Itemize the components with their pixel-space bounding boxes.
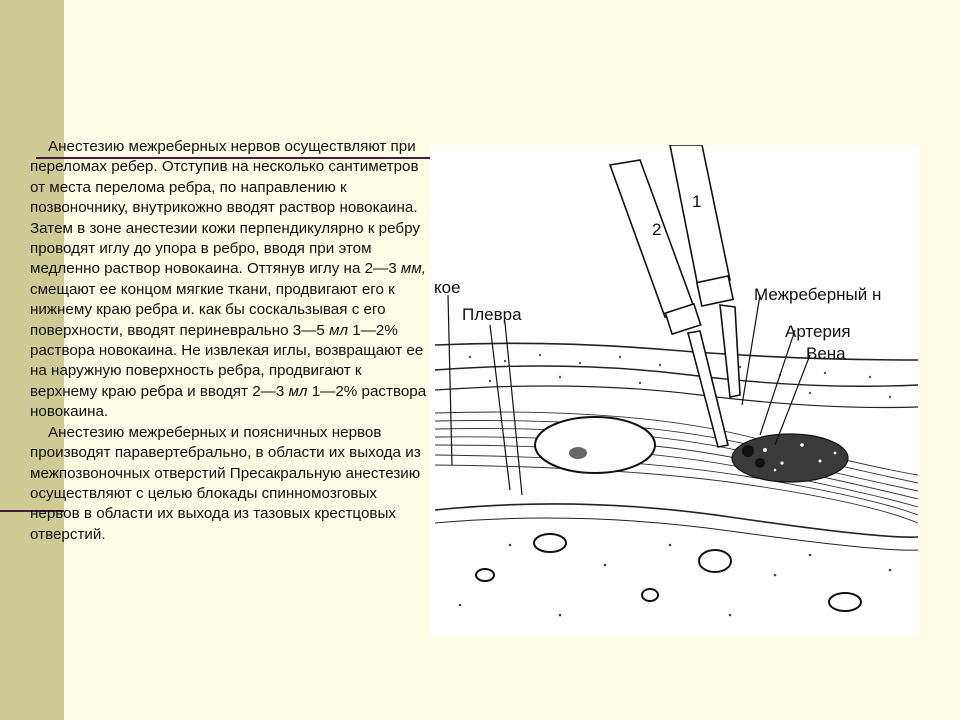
artery-label: Артерия [785,322,851,341]
needle-1-label: 1 [692,192,702,211]
paragraph-text-run: 1—2% раствора новокаина. Не извлекая иглы, возвращают ее на наружную поверхность ребра, продвигают к верхнему краю ребра и вводят 2—3 [30,321,424,400]
skin-label-partial: кое [434,278,461,297]
paragraph-paravertebral-anesthesia: Анестезию межреберных и поясничных нервов производят паравертебрально, в области их выхода из межпозвоночных отверстий Пресакральную анестезию осуществляют с целью блокады спинномозговых нервов в области их выхода из тазовых крестцовых отверстий. [30,423,421,543]
needle-2-label: 2 [652,220,662,239]
intercostal-nerve-label: Межреберный н [754,285,882,304]
italic-unit-text: мл [329,321,349,339]
paragraph-text-run: 1—2% раствора новокаина. [30,382,427,421]
vein-label: Вена [806,344,846,363]
italic-unit-text: мл [288,382,308,400]
italic-unit-text: мм, [400,260,426,278]
paragraph-text-run: Анестезию межреберных нервов осуществляют при переломах ребер. Отступив на несколько сантиметров от места перелома ребра, по направлению к позвоночнику, внутрикожно вводят раствор новокаина. Затем в зоне анестезии кожи перпендикулярно к ребру проводят иглу до упора в ребро, вводя при этом медленно раствор новокаина. Оттянув иглу на 2—3 [30,138,420,278]
slide-body-text [30,137,430,545]
pleura-label: Плевра [462,305,522,324]
intercostal-block-diagram [430,145,918,636]
anatomical-illustration [430,145,918,636]
paragraph-text-run: смещают ее концом мягкие ткани, продвигают его к нижнему краю ребра и. как бы соскальзывая с его поверхности, вводят периневрально 3—5 [30,280,395,339]
paragraph-intercostal-anesthesia [30,137,430,423]
